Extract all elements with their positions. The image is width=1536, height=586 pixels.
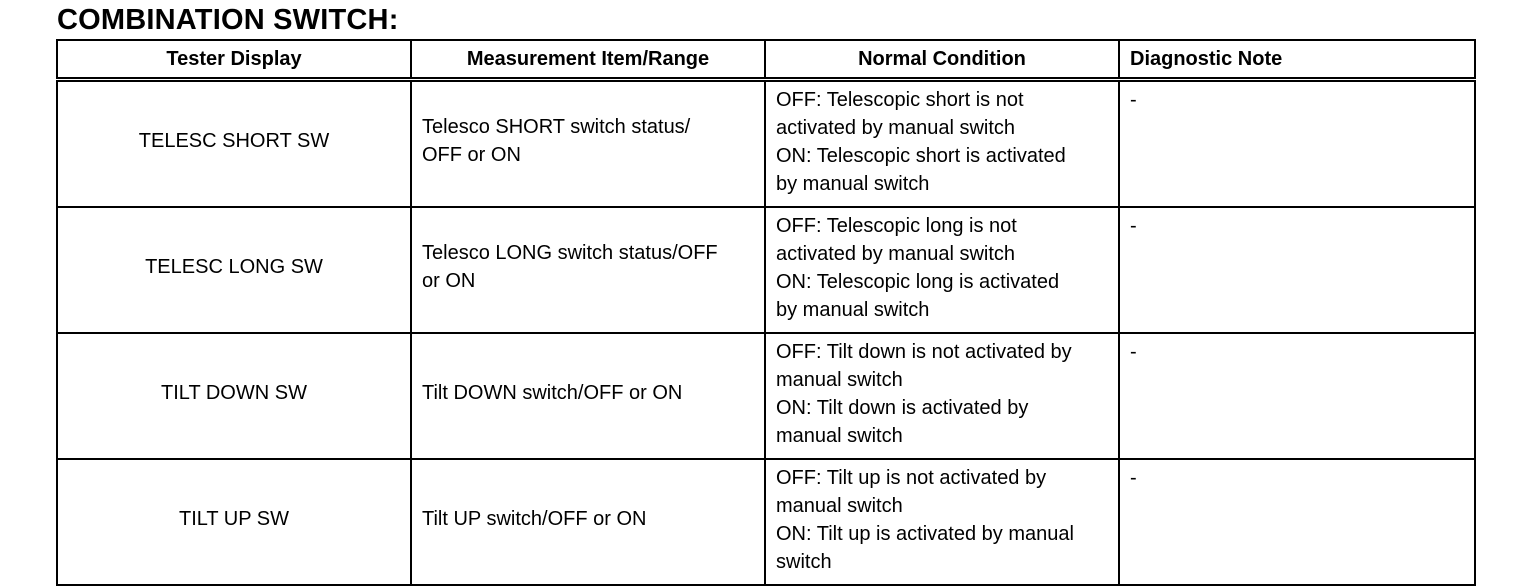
diagnostic-note-cell: -: [1119, 459, 1475, 585]
page-title: COMBINATION SWITCH:: [57, 4, 399, 36]
normal-condition-line: switch: [776, 551, 832, 573]
diagnostic-note-cell: -: [1119, 80, 1475, 208]
combination-switch-table: [56, 39, 1476, 586]
measurement-cell: [411, 80, 765, 208]
table-header-row: [57, 40, 1475, 80]
measurement-line: Tilt DOWN switch/OFF or ON: [422, 382, 683, 404]
normal-condition-line: ON: Tilt up is activated by manual: [776, 523, 1074, 545]
measurement-line: OFF or ON: [422, 144, 521, 166]
normal-condition-line: ON: Telescopic long is activated: [776, 271, 1060, 293]
normal-condition-line: activated by manual switch: [776, 117, 1016, 139]
header-normal-condition: Normal Condition: [765, 40, 1119, 80]
tester-display-cell: TILT DOWN SW: [57, 333, 411, 459]
table-row: [57, 459, 1475, 585]
measurement-line: Tilt UP switch/OFF or ON: [422, 508, 647, 530]
normal-condition-line: ON: Tilt down is activated by: [776, 397, 1029, 419]
diagnostic-note-cell: -: [1119, 333, 1475, 459]
table-row: [57, 80, 1475, 208]
normal-condition-line: manual switch: [776, 495, 903, 517]
header-tester-display: Tester Display: [57, 40, 411, 80]
header-diagnostic-note: Diagnostic Note: [1119, 40, 1475, 80]
normal-condition-line: OFF: Telescopic short is not: [776, 89, 1024, 111]
normal-condition-cell: [765, 459, 1119, 585]
normal-condition-line: ON: Telescopic short is activated: [776, 145, 1066, 167]
table-row: [57, 207, 1475, 333]
normal-condition-line: by manual switch: [776, 173, 930, 195]
measurement-line: Telesco SHORT switch status/: [422, 116, 691, 138]
measurement-cell: [411, 207, 765, 333]
normal-condition-cell: [765, 207, 1119, 333]
tester-display-cell: TELESC SHORT SW: [57, 80, 411, 208]
header-measurement-item: Measurement Item/Range: [411, 40, 765, 80]
normal-condition-line: manual switch: [776, 369, 903, 391]
normal-condition-line: activated by manual switch: [776, 243, 1016, 265]
table-row: [57, 333, 1475, 459]
measurement-line: Telesco LONG switch status/OFF: [422, 242, 718, 264]
normal-condition-cell: [765, 333, 1119, 459]
diagnostic-note-cell: -: [1119, 207, 1475, 333]
tester-display-cell: TILT UP SW: [57, 459, 411, 585]
normal-condition-line: by manual switch: [776, 299, 930, 321]
measurement-line: or ON: [422, 270, 476, 292]
normal-condition-line: manual switch: [776, 425, 903, 447]
normal-condition-line: OFF: Tilt down is not activated by: [776, 341, 1072, 363]
normal-condition-cell: [765, 80, 1119, 208]
tester-display-cell: TELESC LONG SW: [57, 207, 411, 333]
normal-condition-line: OFF: Tilt up is not activated by: [776, 467, 1047, 489]
measurement-cell: [411, 333, 765, 459]
normal-condition-line: OFF: Telescopic long is not: [776, 215, 1017, 237]
measurement-cell: [411, 459, 765, 585]
